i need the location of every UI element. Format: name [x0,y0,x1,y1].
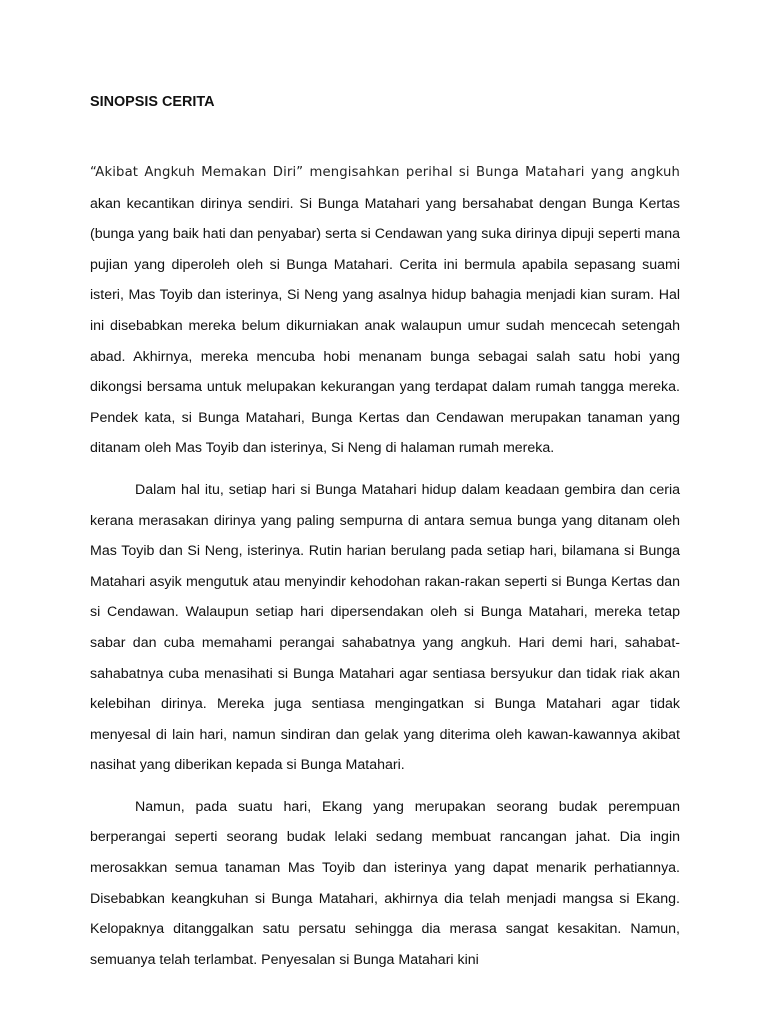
document-title: SINOPSIS CERITA [90,94,215,110]
paragraph-1 [90,157,680,464]
paragraph-2: Dalam hal itu, setiap hari si Bunga Matahari hidup dalam keadaan gembira dan ceria kerana merasakan dirinya yang paling sempurna di antara semua bunga yang ditanam oleh Mas Toyib dan Si Neng, isterinya. Rutin harian berulang pada setiap hari, bilamana si Bunga Matahari asyik mengutuk atau menyindir kehodohan rakan-rakan seperti si Bunga Kertas dan si Cendawan. Walaupun setiap hari dipersendakan oleh si Bunga Matahari, mereka tetap sabar dan cuba memahami perangai sahabatnya yang angkuh. Hari demi hari, sahabat-sahabatnya cuba menasihati si Bunga Matahari agar sentiasa bersyukur dan tidak riak akan kelebihan dirinya. Mereka juga sentiasa mengingatkan si Bunga Matahari agar tidak menyesal di lain hari, namun sindiran dan gelak yang diterima oleh kawan-kawannya akibat nasihat yang diberikan kepada si Bunga Matahari. [90,481,680,774]
paragraph-1-text: akan kecantikan dirinya sendiri. Si Bunga Matahari yang bersahabat dengan Bunga Kertas (bunga yang baik hati dan penyabar) serta si Cendawan yang suka dirinya dipuji seperti mana pujian yang diperoleh oleh si Bunga Matahari. Cerita ini bermula apabila sepasang suami isteri, Mas Toyib dan isterinya, Si Neng yang asalnya hidup bahagia menjadi kian suram. Hal ini disebabkan mereka belum dikurniakan anak walaupun umur sudah mencecah setengah abad. Akhirnya, mereka mencuba hobi menanam bunga sebagai salah satu hobi yang dikongsi bersama untuk melupakan kekurangan yang terdapat dalam rumah tangga mereka. Pendek kata, si Bunga Matahari, Bunga Kertas dan Cendawan merupakan tanaman yang ditanam oleh Mas Toyib dan isterinya, Si Neng di halaman rumah mereka. [90,195,680,457]
document-page [90,80,680,975]
paragraph-3: Namun, pada suatu hari, Ekang yang merupakan seorang budak perempuan berperangai seperti seorang budak lelaki sedang membuat rancangan jahat. Dia ingin merosakkan semua tanaman Mas Toyib dan isterinya yang dapat menarik perhatiannya. Disebabkan keangkuhan si Bunga Matahari, akhirnya dia telah menjadi mangsa si Ekang. Kelopaknya ditanggalkan satu persatu sehingga dia merasa sangat kesakitan. Namun, semuanya telah terlambat. Penyesalan si Bunga Matahari kini [90,798,680,968]
paragraph-1-lead: “Akibat Angkuh Memakan Diri” mengisahkan perihal si Bunga Matahari yang angkuh [90,165,680,180]
